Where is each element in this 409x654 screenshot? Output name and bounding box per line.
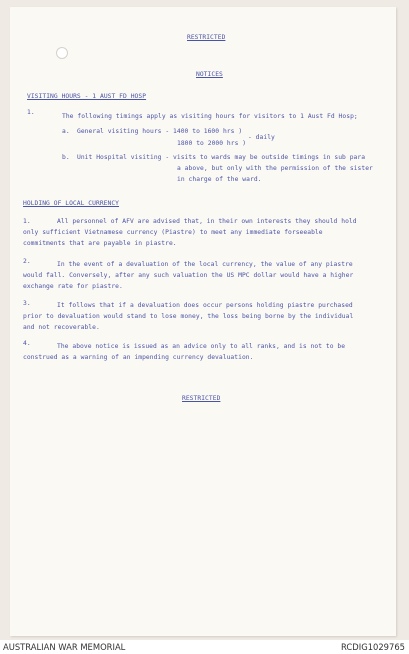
item-label: b. bbox=[62, 154, 70, 161]
item-label: a. bbox=[62, 128, 70, 135]
currency-para1-line2: only sufficient Vietnamese currency (Piastre) to meet any immediate forseeable bbox=[23, 229, 323, 236]
paragraph-number: 4. bbox=[23, 340, 31, 347]
unit-hospital-line1: Unit Hospital visiting - visits to wards may be outside timings in sub para bbox=[77, 154, 366, 161]
page-title: NOTICES bbox=[196, 71, 223, 78]
currency-para3-line2: prior to devaluation would stand to lose money, the loss being borne by the individual bbox=[23, 313, 354, 320]
currency-para2-line2: would fall. Conversely, after any such valuation the US MPC dollar would have a higher bbox=[23, 272, 354, 279]
currency-para1-line1: All personnel of AFV are advised that, in their own interests they should hold bbox=[57, 218, 357, 225]
visiting-intro: The following timings apply as visiting hours for visitors to 1 Aust Fd Hosp; bbox=[62, 113, 358, 120]
footer-record-id: RCDIG1029765 bbox=[341, 642, 405, 652]
daily-note: - daily bbox=[248, 134, 275, 141]
paragraph-number: 1. bbox=[23, 218, 31, 225]
currency-para4-line2: construed as a warning of an impending currency devaluation. bbox=[23, 354, 254, 361]
paragraph-number: 2. bbox=[23, 258, 31, 265]
unit-hospital-line3: in charge of the ward. bbox=[177, 176, 262, 183]
general-visiting-hours-line1: General visiting hours - 1400 to 1600 hrs ) bbox=[77, 128, 243, 135]
document-page bbox=[10, 7, 396, 636]
currency-para4-line1: The above notice is issued as an advice only to all ranks, and is not to be bbox=[57, 343, 346, 350]
unit-hospital-line2: a above, but only with the permission of the sister bbox=[177, 165, 373, 172]
punch-hole bbox=[56, 47, 68, 59]
currency-para3-line3: and not recoverable. bbox=[23, 324, 100, 331]
footer-archive-name: AUSTRALIAN WAR MEMORIAL bbox=[3, 642, 126, 652]
classification-bottom: RESTRICTED bbox=[182, 395, 221, 402]
archive-footer bbox=[0, 640, 409, 654]
paragraph-number: 3. bbox=[23, 300, 31, 307]
section-heading-currency: HOLDING OF LOCAL CURRENCY bbox=[23, 200, 120, 207]
general-visiting-hours-line2: 1800 to 2000 hrs ) bbox=[177, 140, 247, 147]
classification-top: RESTRICTED bbox=[187, 34, 226, 41]
paragraph-number: 1. bbox=[27, 109, 35, 116]
currency-para3-line1: It follows that if a devaluation does occur persons holding piastre purchased bbox=[57, 302, 353, 309]
section-heading-visiting-hours: VISITING HOURS - 1 AUST FD HOSP bbox=[27, 93, 147, 100]
currency-para1-line3: commitments that are payable in piastre. bbox=[23, 240, 177, 247]
currency-para2-line1: In the event of a devaluation of the local currency, the value of any piastre bbox=[57, 261, 353, 268]
currency-para2-line3: exchange rate for piastre. bbox=[23, 283, 123, 290]
